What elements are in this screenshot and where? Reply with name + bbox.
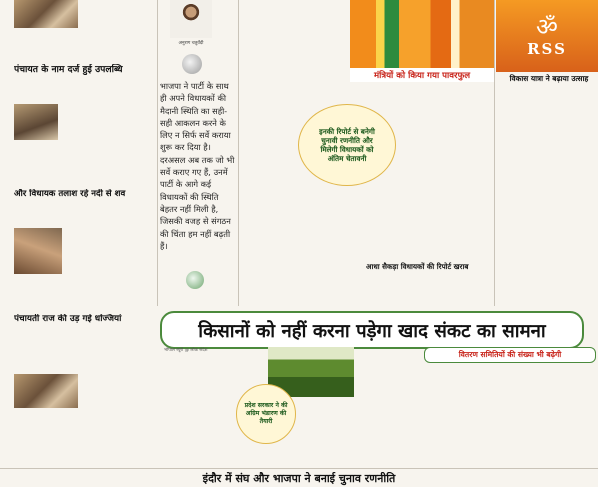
rss-label: RSS [527,40,567,58]
article-text-right-1 [350,84,490,110]
article-text-left-9 [14,410,78,464]
article-text-left-8 [82,374,158,464]
article-text-middle-6 [350,274,490,306]
callout-agrim-text: प्रदेश सरकार ने की अग्रिम भंडारण की तैयारी [244,402,288,425]
article-text-left-4 [14,202,154,226]
rss-logo [496,0,598,72]
article-text-left-6 [14,276,62,308]
byline: भोपाल ब्यूरो @ लोक संदेश [164,348,208,353]
news-photo-meeting [14,104,58,140]
headline-panchayati-raj: पंचायती राज की उड़ गई धज्जियां [14,314,122,324]
article-text-middle-3 [242,186,346,306]
banner-headline: किसानों को नहीं करना पड़ेगा खाद संकट का सामना [198,320,546,342]
rally-photo [350,0,494,68]
column-divider [494,0,495,306]
vitaran-box [424,347,596,363]
article-text-middle-1 [242,0,346,112]
portrait-caption: अनुराग चतुर्वेदी [178,41,204,46]
article-text-right-2 [496,94,596,306]
headline-panchayat-uplabdhi: पंचायत के नाम दर्ज हुई उपलब्धि [14,64,123,75]
article-text-bottom-5 [358,408,474,466]
article-text-left-5 [66,228,154,308]
footer-headline: इंदौर में संघ और भाजपा ने बनाई चुनाव रणनीति [202,472,396,485]
om-symbol: ॐ [536,13,558,41]
article-text-left-intro [14,30,154,60]
article-text-middle-5 [350,186,490,260]
headline-aadha-saikda: आधा सैकड़ा विधायकों की रिपोर्ट खराब [366,262,469,271]
headline-vitaran: वितरण समितियों की संख्या भी बढ़ेगी [458,350,562,359]
headline-mantri-bar [350,68,494,82]
portrait-photo [170,0,212,38]
column-divider [238,0,239,306]
headline-vidhayak-shav: और विधायक तलाश रहे नदी से शव [14,189,126,199]
headline-vikas-yatra: विकास यात्रा ने बढ़ाया उत्साह [509,74,589,83]
callout-agrim-bhandaran [236,384,296,444]
article-text-left-top [80,2,154,28]
article-text-middle-4 [350,112,490,184]
news-photo-group [14,0,78,28]
article-text-bottom-2 [296,399,354,465]
banner-headline-box [160,311,584,349]
article-text-bottom-3 [358,347,420,365]
interview-quote: भाजपा ने पार्टी के साथ ही अपने विधायकों की मैदानी स्थिति का सही-सही आकलन करने के लिए न सिर्फ सर्वे कराया शुरू कर दिया है। दरअसल अब तक जो भी सर्वे कराए गए हैं, उनमें पार्टी के आगे कई विधायकों की स्थिति बेहतर नहीं मिली है, जिसकी वजह से संगठन की चिंता हम नहीं बढ़ती हैं। [160,81,235,251]
article-text-left-1 [14,78,154,102]
article-text-bottom-6 [478,408,594,466]
article-text-left-3 [14,142,58,186]
article-text-left-7 [14,326,158,372]
article-text-left-2 [62,104,154,186]
quote-close-icon [186,271,204,289]
article-text-middle-2 [242,112,296,184]
quote-mark-icon [182,54,202,74]
news-photo-vidhayak [14,228,62,274]
headline-mantri: मंत्रियों को किया गया पावरफुल [373,71,471,81]
section-divider [0,468,598,469]
article-text-bottom-4 [358,365,594,405]
callout-report-text: इनकी रिपोर्ट से बनेगी चुनावी रणनीति और मिलेगी विधायकों को अंतिम चेतावनी [319,127,375,163]
news-photo-panchayat [14,374,78,408]
column-divider [157,0,158,306]
